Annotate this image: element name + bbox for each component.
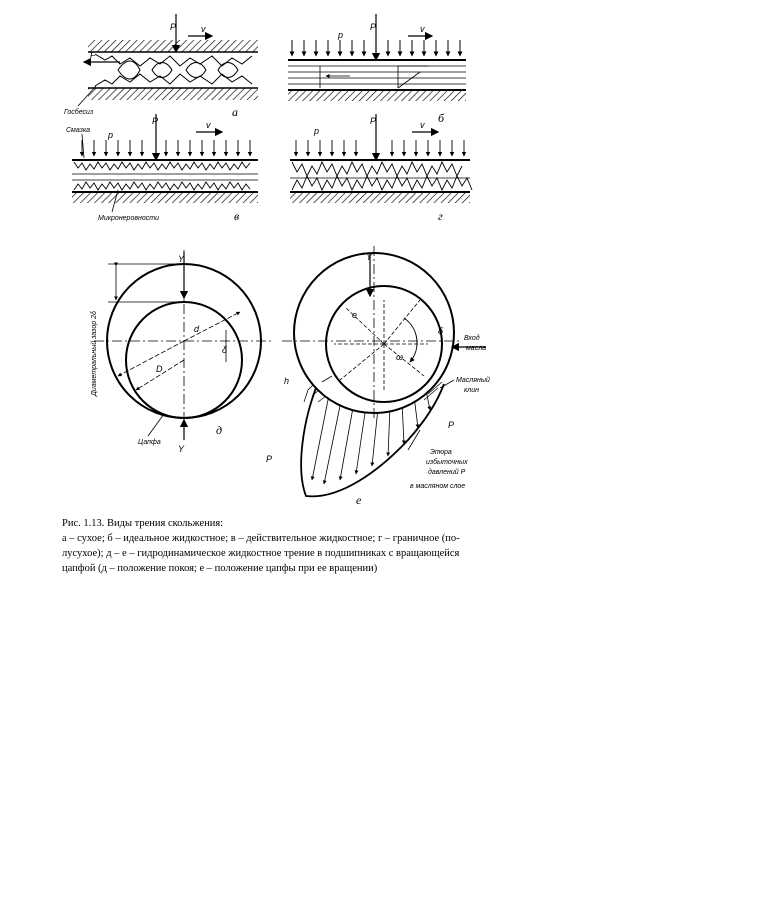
label-b-p: p <box>338 30 344 40</box>
label-d-do: D <box>156 364 163 374</box>
label-lubricant: Смазка <box>66 127 91 134</box>
label-pressure-1: Эпюра <box>430 449 452 456</box>
label-d-dn: d <box>194 324 200 334</box>
label-b-v: v <box>420 24 425 34</box>
label-g-p: p <box>314 126 320 136</box>
label-oil-wedge-2: клин <box>464 387 479 394</box>
label-v-P: P <box>152 116 159 126</box>
label-b-P: P <box>370 22 377 32</box>
label-e-pmax: P <box>266 454 273 464</box>
label-a-v: v <box>201 24 206 34</box>
label-e-hmin: h <box>284 376 290 386</box>
label-e-Y: Y <box>366 252 373 262</box>
label-clearance: Диаметральный зазор 2δ <box>91 311 98 396</box>
label-a-F: F <box>90 50 96 60</box>
label-v-v: v <box>206 120 211 130</box>
panel-label-g: г <box>438 209 443 223</box>
label-pressure-2: избыточных <box>426 459 468 466</box>
panel-label-e: е <box>356 493 362 507</box>
label-g-v: v <box>420 120 425 130</box>
label-d-delta: δ <box>222 345 228 355</box>
panel-a <box>78 14 258 106</box>
label-oil-wedge: Масляный <box>456 377 490 384</box>
caption-line-4: цапфой (д – положение покоя; е – положение цапфы при ее вращении) <box>62 563 378 574</box>
panel-b <box>288 14 466 101</box>
panel-d <box>94 250 272 440</box>
caption-line-2: а – сухое; б – идеальное жидкостное; в – действительное жидкостное; г – граничное (по- <box>62 533 460 544</box>
caption-line-1: Рис. 1.13. Виды трения скольжения: <box>62 518 224 529</box>
caption-line-3: лусухое); д – е – гидродинамическое жидкостное трение в подшипниках с вращающейся <box>62 548 460 559</box>
label-d-Y-bottom: Y <box>178 444 185 454</box>
label-oil-inlet-2: масла <box>466 345 487 352</box>
label-e-e: е <box>352 310 358 320</box>
panel-label-v: в <box>234 209 240 223</box>
label-e-omega: ω <box>396 352 404 362</box>
label-journal: Цапфа <box>138 439 161 446</box>
panel-label-a: а <box>232 105 238 119</box>
label-e-px: P <box>448 420 455 430</box>
panel-label-b: б <box>438 111 445 125</box>
label-oil-inlet: Вход <box>464 335 480 342</box>
label-rough-surface: Госбесиз <box>64 109 94 116</box>
label-pressure-3: давлений P <box>428 469 466 476</box>
label-pressure-4: в масляном слое <box>410 483 466 490</box>
panel-label-d: д <box>216 423 223 437</box>
label-micro-irregularities: Микронеровности <box>98 215 159 222</box>
label-d-Y-top: Y <box>178 254 185 264</box>
label-a-P: P <box>170 22 177 32</box>
label-e-delta: δ <box>438 326 444 336</box>
label-v-p: p <box>108 130 114 140</box>
figure-caption <box>62 516 512 576</box>
panel-v <box>72 114 258 212</box>
label-g-P: P <box>370 116 377 126</box>
